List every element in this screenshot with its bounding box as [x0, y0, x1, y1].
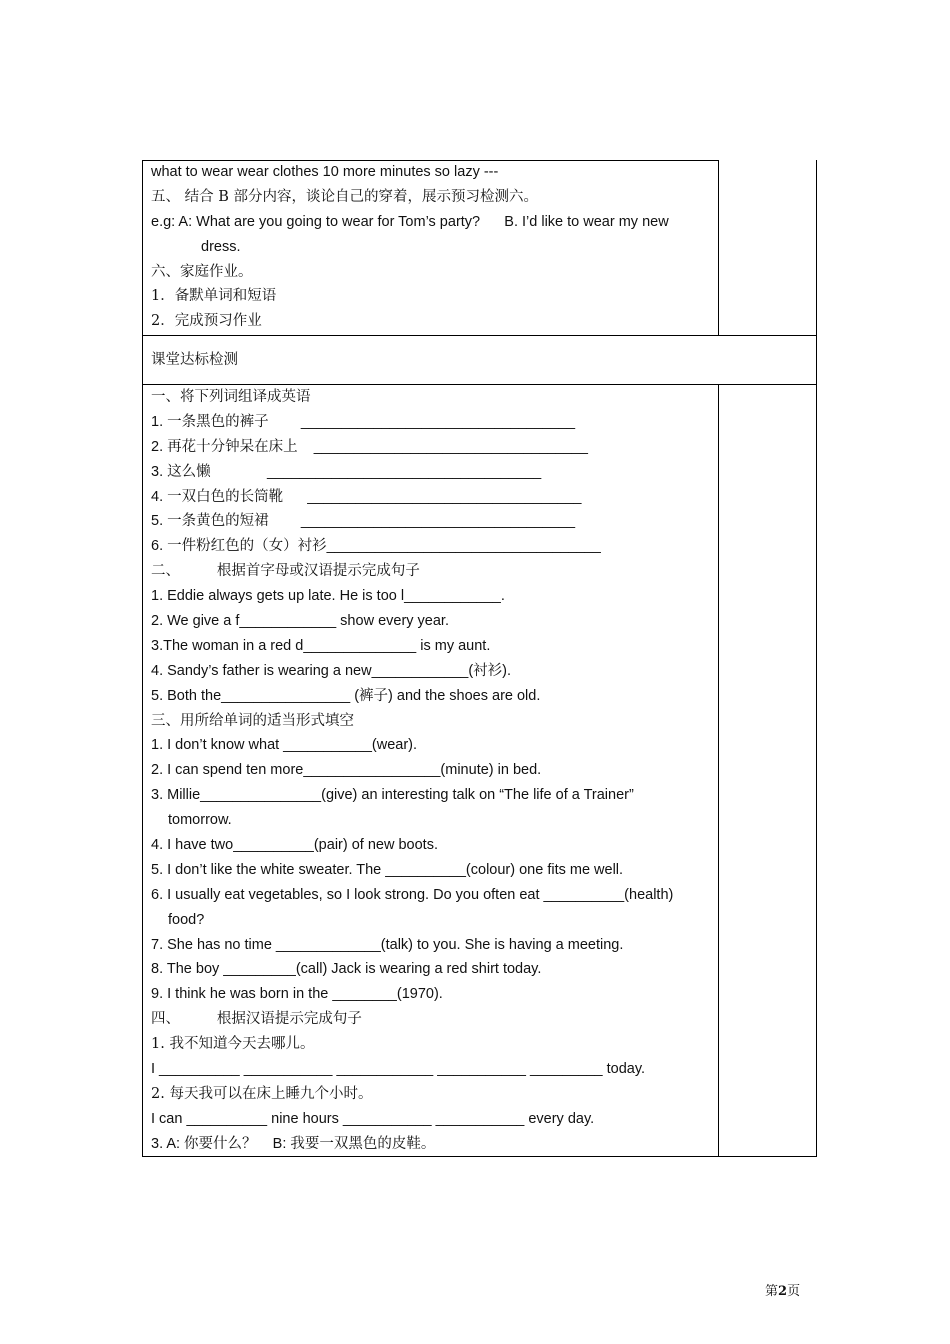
exercise-item: 2. 每天我可以在床上睡九个小时。 — [151, 1085, 373, 1102]
exercise-item: 3.The woman in a red d______________ is my aunt. — [151, 637, 491, 654]
exercise-item: 2. We give a f____________ show every year. — [151, 613, 449, 630]
heading-part-four: 四、 根据汉语提示完成句子 — [151, 1011, 362, 1028]
table-border-mid-1 — [718, 160, 719, 335]
exercise-item-cont: tomorrow. — [168, 812, 232, 829]
table-border-left-2 — [142, 335, 143, 1157]
exercise-item: 8. The boy _________(call) Jack is wearing a red shirt today. — [151, 961, 542, 978]
table-border-left-1 — [142, 160, 143, 335]
homework-item: 2．完成预习作业 — [151, 313, 262, 330]
example-line: e.g: A: What are you going to wear for Tom’s party? B. I’d like to wear my new — [151, 213, 669, 230]
footer-suffix: 页 — [787, 1284, 801, 1299]
exercise-item: 2. 再花十分钟呆在床上 __________________________________ — [151, 438, 588, 455]
section-exercises-content — [151, 385, 709, 1157]
exercise-item: 9. I think he was born in the ________(1970). — [151, 986, 443, 1003]
example-line-cont: dress. — [201, 238, 241, 255]
exercise-item: 7. She has no time _____________(talk) to you. She is having a meeting. — [151, 936, 624, 953]
exercise-item: 1. I don’t know what ___________(wear). — [151, 737, 418, 754]
text-line: what to wear wear clothes 10 more minutes so lazy --- — [151, 164, 499, 180]
exercise-item: 6. 一件粉红色的（女）衬衫__________________________________ — [151, 538, 601, 555]
exercise-item: 5. Both the________________ (裤子) and the shoes are old. — [151, 687, 541, 704]
table-border-right-2 — [816, 335, 817, 1157]
exercise-item: 2. I can spend ten more_________________(minute) in bed. — [151, 762, 542, 779]
heading-five: 五、 结合 B 部分内容，谈论自己的穿着，展示预习检测六。 — [151, 188, 538, 205]
exercise-item: 5. 一条黄色的短裙 __________________________________ — [151, 513, 576, 530]
exercise-item: 3. 这么懒 __________________________________ — [151, 463, 542, 480]
page-footer — [765, 1280, 800, 1299]
exercise-item: 4. I have two__________(pair) of new boots. — [151, 837, 438, 854]
page-number: 2 — [778, 1284, 788, 1299]
exercise-item: 5. I don’t like the white sweater. The __________(colour) one fits me well. — [151, 861, 624, 878]
heading-part-two: 二、 根据首字母或汉语提示完成句子 — [151, 563, 420, 580]
exercise-item: 4. Sandy’s father is wearing a new____________(衬衫). — [151, 662, 512, 679]
exercise-item: 1. 一条黑色的裤子 __________________________________ — [151, 413, 576, 430]
section-top-content — [151, 160, 709, 334]
heading-part-three: 三、用所给单词的适当形式填空 — [151, 712, 354, 729]
exercise-item: 4. 一双白色的长筒靴 __________________________________ — [151, 488, 582, 505]
section-title: 课堂达标检测 — [151, 352, 238, 368]
exercise-item: 6. I usually eat vegetables, so I look strong. Do you often eat __________(health) — [151, 886, 674, 903]
heading-six: 六、家庭作业。 — [151, 263, 253, 280]
table-border-title-top — [142, 335, 816, 336]
exercise-item: 3. A: 你要什么？ B: 我要一双黑色的皮鞋。 — [151, 1135, 436, 1152]
table-border-right-1 — [816, 160, 817, 335]
exercise-item-cont: food? — [168, 911, 205, 928]
heading-part-one: 一、将下列词组译成英语 — [151, 389, 311, 405]
table-border-mid-2 — [718, 384, 719, 1157]
exercise-item: 3. Millie_______________(give) an interesting talk on “The life of a Trainer” — [151, 787, 634, 804]
exercise-answer-line: I __________ ___________ ____________ ___________ _________ today. — [151, 1061, 646, 1078]
exercise-item: 1. Eddie always gets up late. He is too l____________. — [151, 588, 505, 605]
exercise-answer-line: I can __________ nine hours ___________ ___________ every day. — [151, 1110, 595, 1127]
exercise-item: 1. 我不知道今天去哪儿。 — [151, 1036, 315, 1053]
homework-item: 1．备默单词和短语 — [151, 288, 277, 305]
footer-prefix: 第 — [765, 1284, 779, 1299]
